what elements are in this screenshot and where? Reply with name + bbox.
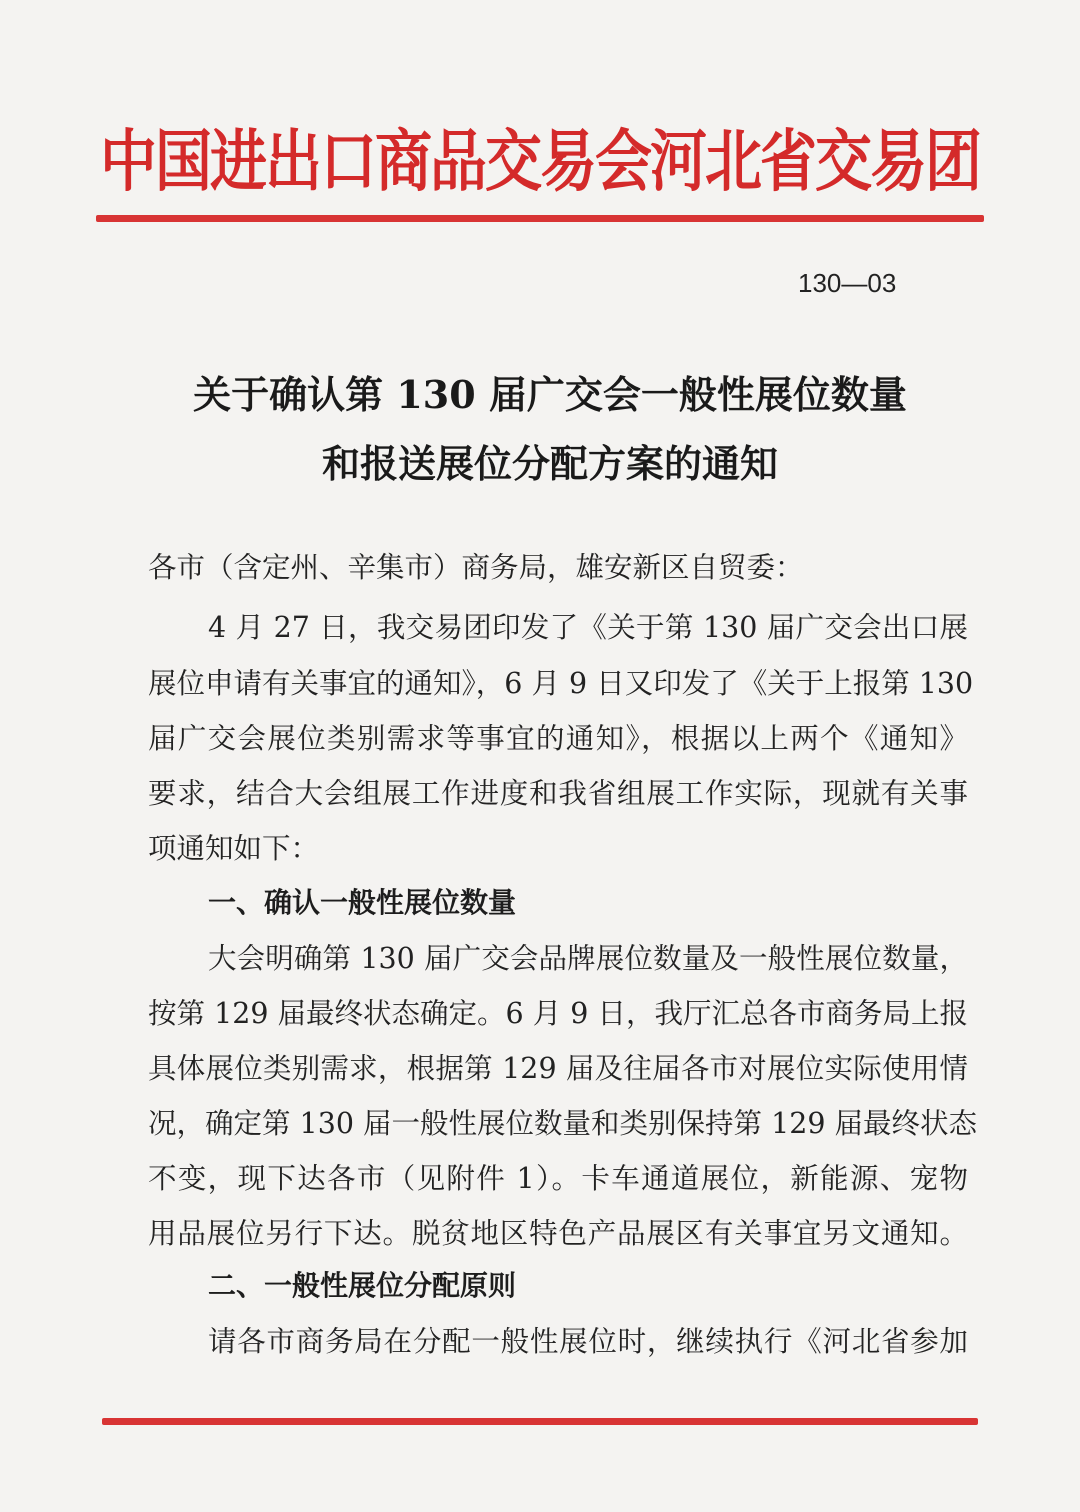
paragraph-1-line-3: 届广交会展位类别需求等事宜的通知》，根据以上两个《通知》 (148, 722, 968, 755)
footer-red-rule (102, 1418, 978, 1425)
paragraph-2-line-5: 不变，现下达各市（见附件 1）。卡车通道展位，新能源、宠物 (148, 1162, 968, 1195)
paragraph-1-line-2: 展位申请有关事宜的通知》，6 月 9 日又印发了《关于上报第 130 (148, 667, 974, 700)
paragraph-2-line-1: 大会明确第 130 届广交会品牌展位数量及一般性展位数量， (208, 942, 968, 975)
document-number: 130—03 (798, 268, 897, 298)
paragraph-1-line-5: 项通知如下： (148, 832, 320, 865)
paragraph-1-line-1: 4 月 27 日，我交易团印发了《关于第 130 届广交会出口展 (208, 611, 968, 644)
section-heading-2: 二、一般性展位分配原则 (208, 1269, 517, 1302)
salutation: 各市（含定州、辛集市）商务局，雄安新区自贸委： (148, 551, 804, 584)
document-title-line-2: 和报送展位分配方案的通知 (321, 441, 778, 486)
paragraph-2-line-4: 况，确定第 130 届一般性展位数量和类别保持第 129 届最终状态 (148, 1107, 978, 1140)
letterhead-org-name: 中国进出口商品交易会河北省交易团 (100, 122, 980, 202)
paragraph-3-line-1: 请各市商务局在分配一般性展位时，继续执行《河北省参加 (208, 1325, 968, 1358)
paragraph-1-line-4: 要求，结合大会组展工作进度和我省组展工作实际，现就有关事 (148, 777, 968, 810)
paragraph-2-line-6: 用品展位另行下达。脱贫地区特色产品展区有关事宜另文通知。 (148, 1217, 968, 1250)
letterhead-red-rule (96, 215, 984, 222)
section-heading-1: 一、确认一般性展位数量 (208, 886, 517, 919)
paragraph-2-line-3: 具体展位类别需求，根据第 129 届及往届各市对展位实际使用情 (148, 1052, 968, 1085)
document-title-line-1: 关于确认第 130 届广交会一般性展位数量 (193, 372, 907, 417)
paragraph-2-line-2: 按第 129 届最终状态确定。6 月 9 日，我厅汇总各市商务局上报 (148, 997, 968, 1030)
